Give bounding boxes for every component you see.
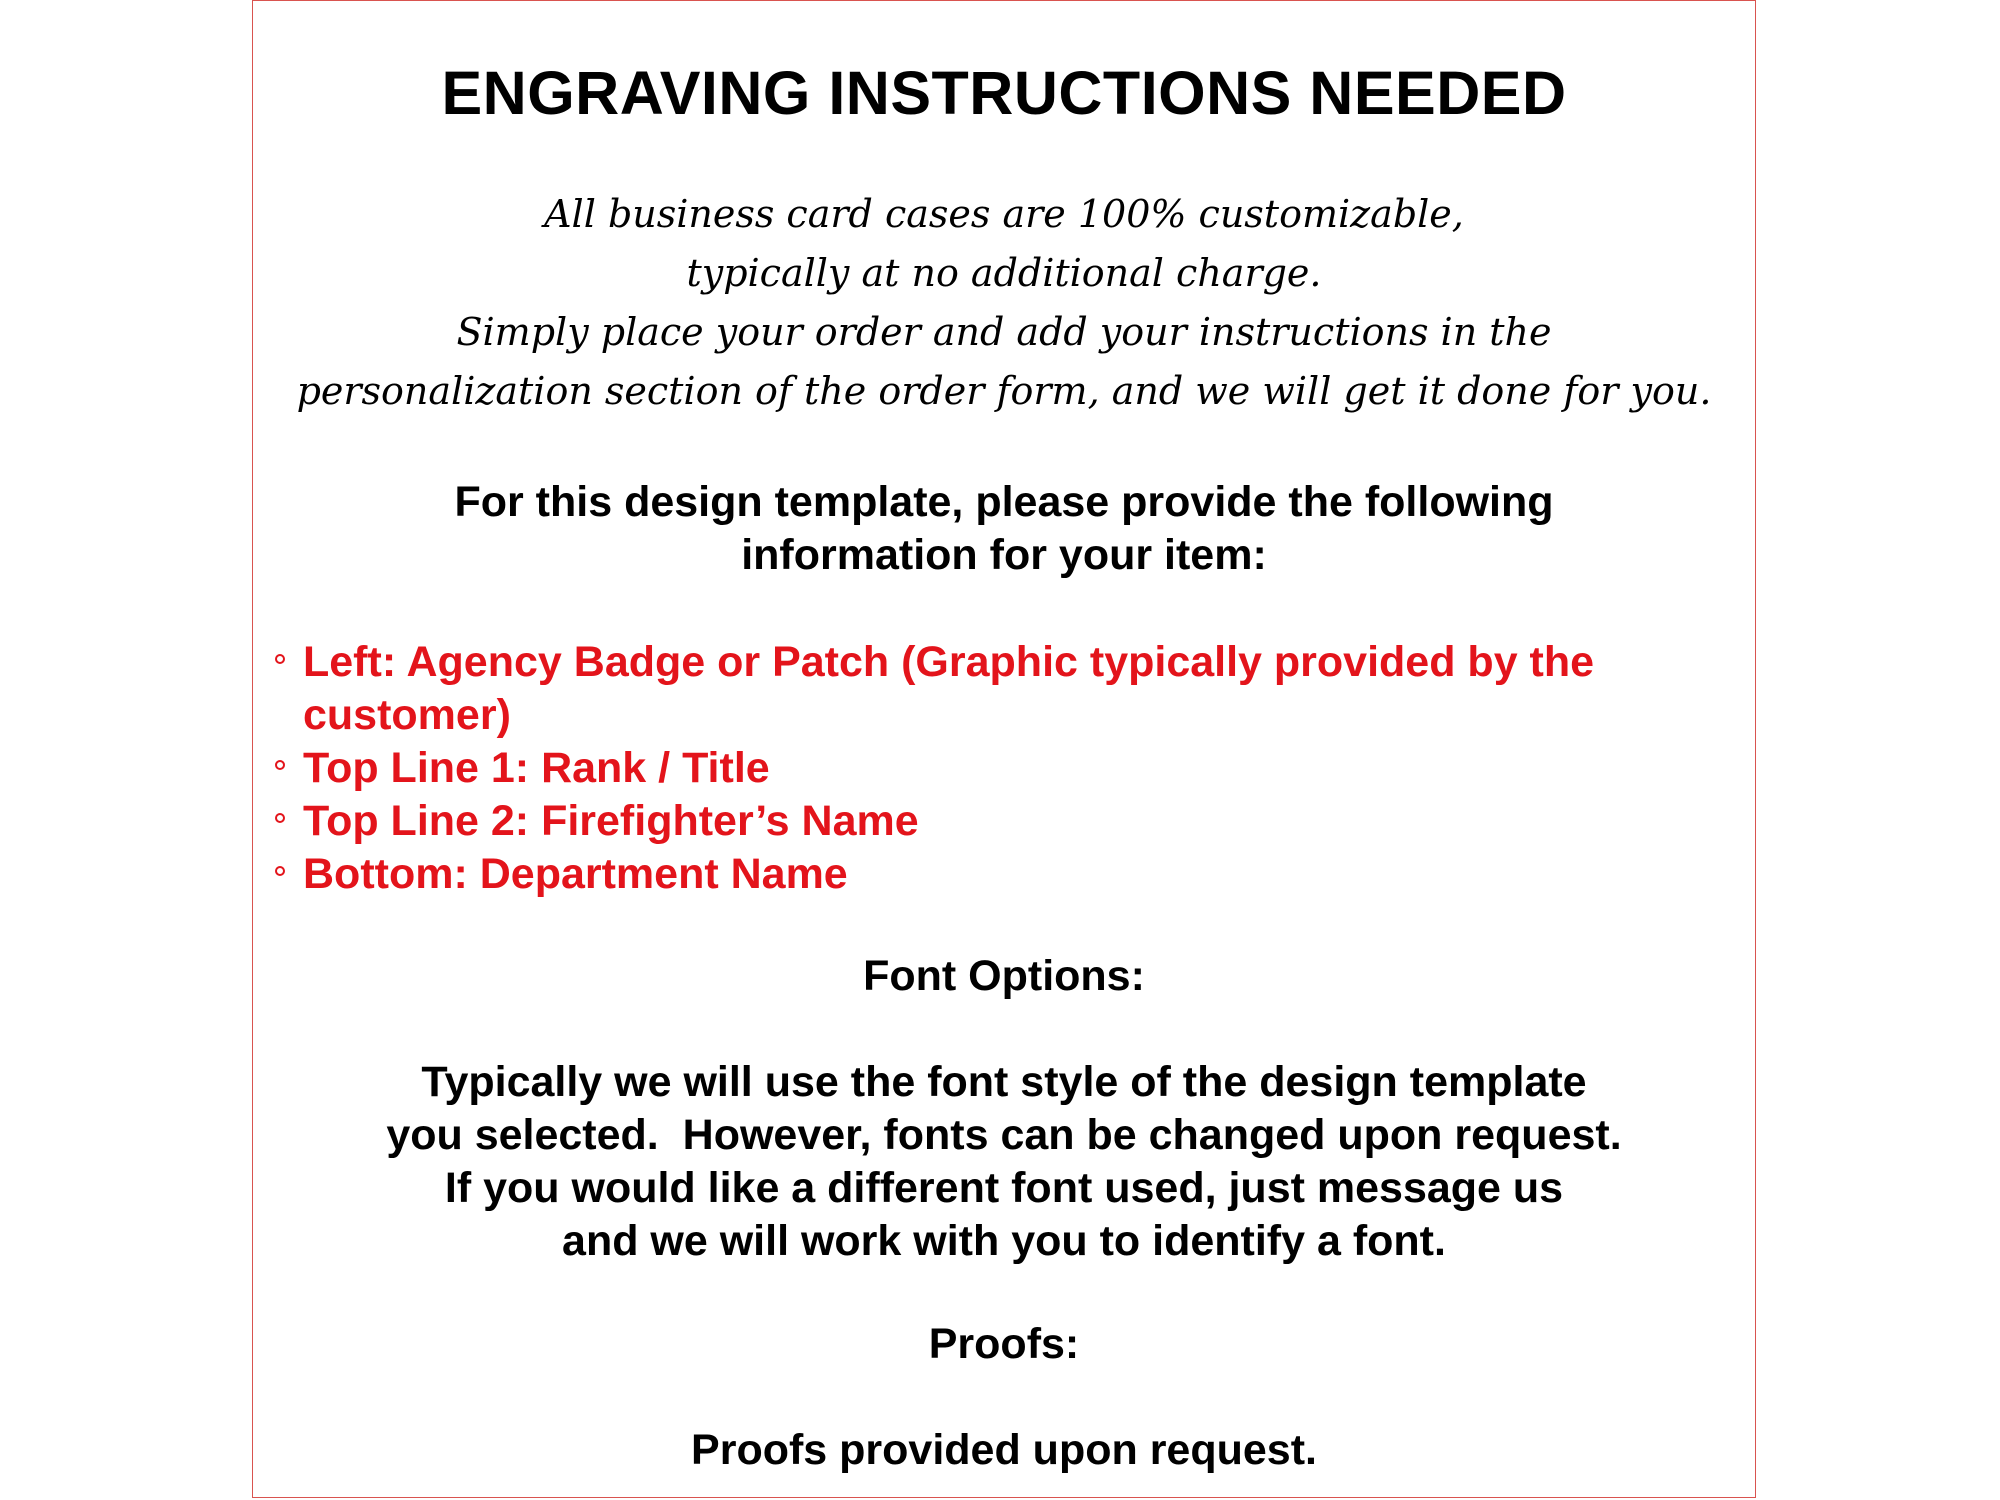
intro-line: Simply place your order and add your instructions in the (456, 310, 1552, 354)
list-item (275, 848, 1745, 901)
proofs-text: Proofs provided upon request. (691, 1426, 1317, 1474)
list-item (275, 742, 1745, 795)
lead-line: For this design template, please provide the following (454, 478, 1554, 526)
lead-line: information for your item: (741, 531, 1267, 579)
font-line: If you would like a different font used, just message us (444, 1164, 1564, 1212)
required-info-list (275, 636, 1745, 901)
bullet-icon (275, 654, 285, 664)
intro-line: All business card cases are 100% customizable, (544, 192, 1464, 236)
list-item-text: Top Line 2: Firefighter’s Name (303, 797, 919, 845)
bullet-icon (275, 813, 285, 823)
intro-line: typically at no additional charge. (686, 251, 1322, 295)
list-item-text: Left: Agency Badge or Patch (Graphic typically provided by the customer) (303, 638, 1595, 739)
list-item (275, 636, 1745, 742)
font-line: Typically we will use the font style of the design template (421, 1058, 1587, 1106)
lead-paragraph (253, 476, 1755, 582)
font-options-heading: Font Options: (863, 952, 1145, 1000)
font-line: you selected. However, fonts can be changed upon request. (386, 1111, 1622, 1159)
proofs-heading: Proofs: (928, 1320, 1080, 1368)
instructions-panel (252, 0, 1756, 1498)
font-options-paragraph (253, 1056, 1755, 1268)
bullet-icon (275, 866, 285, 876)
intro-line: personalization section of the order form, and we will get it done for you. (296, 369, 1712, 413)
font-line: and we will work with you to identify a font. (562, 1217, 1446, 1265)
list-item-text: Bottom: Department Name (303, 850, 848, 898)
intro-paragraph (253, 185, 1755, 421)
page-title: ENGRAVING INSTRUCTIONS NEEDED (441, 59, 1567, 127)
list-item-text: Top Line 1: Rank / Title (303, 744, 770, 792)
bullet-icon (275, 760, 285, 770)
list-item (275, 795, 1745, 848)
